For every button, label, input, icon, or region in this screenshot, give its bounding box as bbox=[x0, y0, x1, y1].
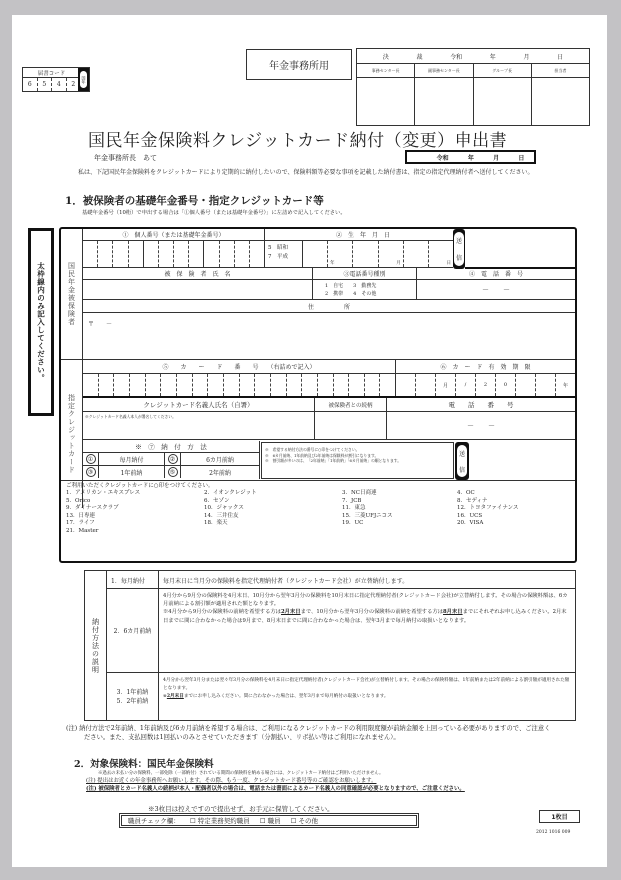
section1-note: 基礎年金番号（10桁）で申出する場合は「①個人番号（または基礎年金番号）」に左詰めで記入してください。 bbox=[82, 210, 346, 216]
card-brand-item[interactable]: 16．UCS bbox=[457, 512, 483, 519]
method-note: ※ 割引額が多いのは、「2年前納」「1年前納」「6カ月前納」の順となります。 bbox=[265, 458, 402, 464]
office-code-digit: 5 bbox=[38, 78, 53, 91]
individual-number-input[interactable] bbox=[83, 241, 265, 267]
card-holder-label: クレジットカード名義人氏名（自署） bbox=[83, 398, 315, 412]
relation-label: 被保険者との続柄 bbox=[315, 398, 387, 412]
section1-heading: 1．被保険者の基礎年金番号・指定クレジットカード等 bbox=[65, 195, 324, 207]
era-options[interactable] bbox=[265, 241, 303, 267]
explanation-note: までにお申し込みください。間に合わなかった場合は、翌年3月まで毎月納付の取扱いとなります。 bbox=[183, 694, 389, 700]
deadline-highlight: 8月末日 bbox=[443, 609, 463, 616]
card-phone-label: 電 話 番 号 bbox=[387, 398, 575, 412]
section2-note: ※過去の未払い分の保険料、一部免除（一部納付）されている期間の保険料を納める場合には、クレジットカード納付はご利用いただけません。 bbox=[98, 771, 384, 776]
card-brand-item[interactable]: 21．Master bbox=[66, 527, 99, 534]
card-brand-item[interactable]: 8．セディナ bbox=[457, 497, 488, 504]
card-brand-item[interactable]: 6．セゾン bbox=[204, 497, 230, 504]
explanation-body: 4月分から9月分の保険料を4月末日、10月分から翌年3月分の保険料を10月末日に指定代理納付者(クレジットカード会社)が立替納付します。その場合の保険料額は、6カ月前納による割引額が適用された額となります。 bbox=[163, 593, 568, 608]
office-code-box bbox=[22, 67, 90, 92]
card-brand-item[interactable]: 10．ジャックス bbox=[204, 505, 244, 512]
phone-number-label: ④ 電 話 番 号 bbox=[417, 268, 575, 280]
card-expiry-label: ⑥ カ ー ド 有 効 期 限 bbox=[396, 360, 575, 374]
card-brand-item[interactable]: 2．イオンクレジット bbox=[204, 490, 257, 497]
staff-check-option-label: その他 bbox=[298, 817, 319, 825]
side-notice: 太枠線内のみ記入してください。 bbox=[28, 228, 54, 416]
date-day: 日 bbox=[518, 154, 525, 162]
explanation-method: 2．6カ月前納 bbox=[107, 589, 159, 672]
staff-check-option[interactable] bbox=[291, 816, 318, 825]
explanation-group-label: 納付方法の説明 bbox=[85, 571, 107, 720]
field-birthdate-label: ② 生 年 月 日 bbox=[265, 229, 461, 241]
explanation-note: ※4月分から9月分の保険料の前納を希望する方は bbox=[163, 609, 281, 616]
insured-group-label: 国民年金被保険者 bbox=[61, 229, 83, 359]
approval-title-part: 令和 bbox=[450, 53, 463, 61]
addressee: 年金事務所長 あて bbox=[94, 154, 157, 162]
card-number-label: ⑤ カ ー ド 番 号 （右詰めで記入） bbox=[83, 360, 396, 374]
explanation-table bbox=[84, 570, 576, 721]
method-label: 6カ月前納 bbox=[206, 456, 234, 464]
year-mark: 年 bbox=[330, 261, 335, 266]
explanation-note: までにそれぞれお申し込みください。2月末日までに間に合わなかった場合は9月まで、8月末日までに間に合わなかった場合は、翌年3月まで毎月納付の取扱いとなります。 bbox=[163, 609, 567, 624]
phone-type-row: 1 自宅 3 勤務先 bbox=[325, 283, 377, 289]
send-char: 送 bbox=[458, 450, 465, 458]
staff-check-option-label: 特定業務契約職員 bbox=[197, 817, 250, 825]
send-marker bbox=[453, 229, 465, 269]
card-brand-item[interactable]: 15．三菱UFJニコス bbox=[342, 512, 393, 519]
approval-title-part: 月 bbox=[523, 53, 530, 61]
staff-check-box bbox=[119, 813, 419, 828]
phone-number-input[interactable]: － － bbox=[417, 280, 575, 300]
explanation-note: まで、10月分から翌年3月分の保険料の前納を希望する方は bbox=[300, 609, 443, 616]
office-code-digit: 4 bbox=[52, 78, 67, 91]
card-holder-input[interactable] bbox=[83, 412, 315, 440]
section2-heading: 2．対象保険料：国民年金保険料 bbox=[74, 759, 214, 770]
staff-check-option-label: 職員 bbox=[267, 817, 281, 825]
era-heisei: 7 平成 bbox=[268, 253, 288, 260]
card-brand-item[interactable]: 3．NC日商連 bbox=[342, 490, 377, 497]
explanation-text: 毎月末日に当月分の保険料を指定代理納付者（クレジットカード会社）が立替納付します。 bbox=[163, 578, 409, 585]
card-brand-item[interactable]: 11．東急 bbox=[342, 505, 366, 512]
method-option-1[interactable]: ① bbox=[83, 453, 99, 465]
explanation-row bbox=[107, 673, 575, 720]
card-brand-prompt: ご利用いただくクレジットカードに○印をつけてください。 bbox=[66, 483, 214, 489]
office-code-digit: 6 bbox=[23, 78, 38, 91]
phone-type-label: ③電話番号種別 bbox=[313, 268, 417, 280]
sheet-label: 1枚目 bbox=[539, 810, 580, 823]
card-brand-item[interactable]: 18．楽天 bbox=[204, 520, 228, 527]
card-brand-item[interactable]: 14．三井住友 bbox=[204, 512, 239, 519]
method-note: ※ 6カ月前納、1年前納及び2年前納は保険料が割引になります。 bbox=[265, 452, 379, 458]
approval-col-header: グループ長 bbox=[474, 64, 532, 77]
insured-name-label: 被 保 険 者 氏 名 bbox=[83, 268, 313, 280]
card-brand-item[interactable]: 4．OC bbox=[457, 490, 475, 497]
card-brand-item[interactable]: 5．Orico bbox=[66, 497, 91, 504]
method-label: 2年前納 bbox=[209, 469, 231, 477]
section2-note-item: (注) 提出はお近くの年金事務所へお願いします。その際、もう一度、クレジットカード番号等のご確認をお願いします。 bbox=[86, 778, 377, 784]
card-brand-item[interactable]: 12．トヨタファイナンス bbox=[457, 505, 519, 512]
approval-stamp-cell[interactable] bbox=[532, 78, 589, 125]
send-char: 信 bbox=[455, 255, 462, 262]
office-use-label: 年金事務所用 bbox=[246, 49, 352, 80]
card-brand-item[interactable]: 19．UC bbox=[342, 520, 364, 527]
card-brand-item[interactable]: 20．VISA bbox=[457, 520, 484, 527]
address-label: 住 所 bbox=[83, 301, 575, 313]
phone-type-row: 2 携帯 4 その他 bbox=[325, 290, 377, 297]
method-note: ※ 希望する納付方法の番号に○印をつけてください。 bbox=[265, 447, 360, 452]
approval-stamp-cell[interactable] bbox=[474, 78, 532, 125]
date-month: 月 bbox=[493, 154, 500, 162]
send-char: 送 bbox=[455, 238, 462, 245]
method-option-3[interactable]: ③ bbox=[83, 466, 99, 478]
approval-title-part: 決 bbox=[382, 53, 389, 61]
explanation-body: 4月分から翌年3月分または翌々年3月分の保険料を4月末日に指定代理納付者(クレジットカード会社)が立替納付します。その場合の保険料額は、1年前納または2年前納による割引額が適用された額となります。 bbox=[163, 678, 570, 692]
approval-stamp-cell[interactable] bbox=[357, 78, 415, 125]
page-title: 国民年金保険料クレジットカード納付（変更）申出書 bbox=[88, 131, 508, 151]
method-option-2[interactable]: ② bbox=[165, 453, 181, 465]
card-brand-list bbox=[66, 483, 571, 535]
intro-text: 私は、下記国民年金保険料をクレジットカードにより定期的に納付したいので、保険料額等必要な事項を記載した納付書は、指定の指定代理納付者へ送付してください。 bbox=[78, 169, 534, 176]
month-mark: 月 bbox=[396, 261, 401, 266]
date-era: 令和 bbox=[436, 154, 449, 162]
card-brand-item[interactable]: 1．アメリカン・エキスプレス bbox=[66, 490, 141, 497]
expiry-digit: 2 bbox=[476, 374, 496, 396]
approval-col-header: 副事務センター長 bbox=[415, 64, 473, 77]
payment-method-options bbox=[83, 453, 260, 479]
explanation-text bbox=[159, 589, 575, 672]
expiry-slash: / bbox=[456, 374, 476, 396]
method-option-5[interactable]: ⑤ bbox=[165, 466, 181, 478]
approval-title-part: 年 bbox=[489, 53, 496, 61]
era-showa: 5 昭和 bbox=[268, 245, 288, 251]
section2-notes bbox=[86, 777, 576, 793]
payment-method-notes bbox=[261, 442, 454, 479]
method-label: 1年前納 bbox=[99, 466, 165, 478]
card-brand-item[interactable]: 7．JCB bbox=[342, 497, 362, 504]
explanation-method: 3．1年前納 5．2年前納 bbox=[107, 673, 159, 720]
approval-title-part: 裁 bbox=[416, 53, 423, 61]
payment-method-label: ※ ⑦ 納 付 方 法 bbox=[83, 441, 260, 453]
staff-check-label: 職員チェック欄： bbox=[128, 817, 180, 825]
address-input[interactable]: 〒 － bbox=[88, 321, 113, 328]
expiry-year-mark: 年 bbox=[562, 382, 568, 389]
approval-col-header: 事務センター長 bbox=[357, 64, 415, 77]
explanation-method: 1．毎月納付 bbox=[107, 571, 159, 588]
approval-col-header: 担当者 bbox=[554, 67, 567, 73]
card-group-label: 指定クレジットカード bbox=[61, 360, 83, 508]
card-brand-item[interactable]: 13．日専連 bbox=[66, 512, 95, 519]
office-code-tag: 国年 bbox=[78, 68, 89, 91]
card-expiry-input[interactable] bbox=[396, 374, 575, 396]
day-mark: 日 bbox=[446, 261, 452, 266]
method-label: 毎月納付 bbox=[99, 453, 165, 465]
birthdate-input[interactable] bbox=[303, 241, 453, 267]
date-box[interactable] bbox=[405, 150, 536, 164]
send-marker bbox=[455, 442, 469, 480]
approval-stamp-cell[interactable] bbox=[415, 78, 473, 125]
send-char: 信 bbox=[458, 466, 465, 474]
form-code: 2012 1016 009 bbox=[536, 830, 571, 835]
office-code-label: 届書コード bbox=[23, 68, 80, 78]
office-code-digit: 2 bbox=[71, 81, 76, 88]
checkbox-icon: ☐ bbox=[259, 817, 266, 825]
card-number-input[interactable] bbox=[83, 374, 396, 396]
phone-type-options[interactable] bbox=[313, 280, 417, 300]
card-holder-note: ※クレジットカード名義人本人が署名してください。 bbox=[85, 414, 176, 419]
date-year: 年 bbox=[467, 154, 474, 162]
form-page bbox=[12, 15, 607, 867]
checkbox-icon: ☐ bbox=[290, 817, 297, 825]
relation-input[interactable] bbox=[315, 412, 387, 440]
field-individual-number-label: ① 個人番号（または基礎年金番号） bbox=[83, 229, 265, 241]
approval-table bbox=[356, 48, 590, 126]
card-brand-item[interactable]: 9．ダイナースクラブ bbox=[66, 505, 119, 512]
section2-note-item: (注) 被保険者とカード名義人の続柄が本人・配偶者以外の場合は、電話または書面によるカード名義人の同意確認が必要となりますので、ご注意ください。 bbox=[86, 786, 465, 793]
explanation-text bbox=[159, 673, 575, 720]
checkbox-icon: ☐ bbox=[189, 817, 196, 825]
deadline-highlight: 2月末日 bbox=[280, 609, 301, 616]
insured-name-input[interactable] bbox=[83, 280, 313, 300]
card-brand-item[interactable]: 17．ライフ bbox=[66, 520, 95, 527]
expiry-digit: 0 bbox=[496, 374, 516, 396]
approval-title-part: 日 bbox=[557, 53, 564, 61]
card-phone-input[interactable]: － － bbox=[387, 412, 575, 440]
staff-check-option[interactable] bbox=[260, 816, 281, 825]
payment-footnote: (注) 納付方法で2年前納、1年前納及び6カ月前納を希望する場合は、ご利用になるクレジットカードの利用限度額が前納金額を上回っている必要がありますので、ご注意ください。また、支払回数は1回払いのみとさせていただきます（分割払い、リボ払い等はご利用になれません）。 bbox=[66, 725, 551, 742]
copy-note: ※3枚目は控えですので提出せず、お手元に保管してください。 bbox=[148, 805, 334, 813]
deadline-highlight: 2月末日 bbox=[166, 694, 184, 700]
explanation-row bbox=[107, 571, 575, 589]
staff-check-option[interactable] bbox=[190, 816, 250, 825]
explanation-row bbox=[107, 589, 575, 673]
expiry-month-mark: 月 bbox=[436, 374, 456, 396]
explanation-note: ※ bbox=[163, 694, 167, 700]
